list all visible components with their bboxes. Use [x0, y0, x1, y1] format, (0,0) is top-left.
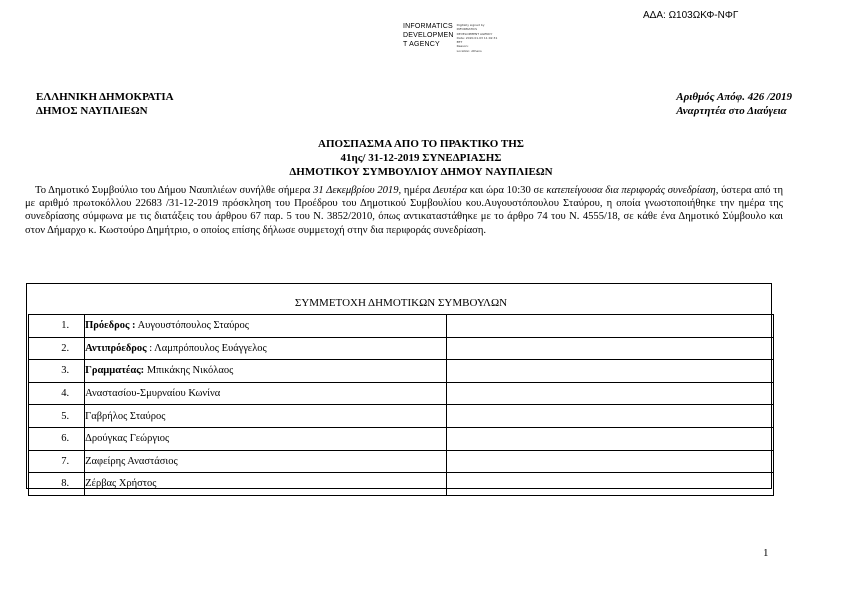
meeting-mode: κατεπείγουσα δια περιφοράς συνεδρίαση, — [546, 185, 719, 196]
decision-number: Αριθμός Απόφ. 426 /2019 — [676, 91, 792, 103]
table-row — [29, 473, 774, 496]
issuer-header — [36, 90, 174, 118]
member-number: 1. — [29, 315, 85, 338]
meeting-date: 31 Δεκεμβρίου 2019, — [313, 185, 402, 196]
member-signature-cell — [447, 337, 774, 360]
member-name: Γραμματέας: Μπικάκης Νικόλαος — [85, 360, 447, 383]
meeting-day: Δευτέρα — [433, 185, 468, 196]
member-number: 3. — [29, 360, 85, 383]
attendance-table-title: ΣΥΜΜΕΤΟΧΗ ΔΗΜΟΤΙΚΩΝ ΣΥΜΒΟΥΛΩΝ — [294, 297, 508, 309]
country-name: ΕΛΛΗΝΙΚΗ ΔΗΜΟΚΡΑΤΙΑ — [36, 91, 174, 103]
table-row — [29, 360, 774, 383]
member-signature-cell — [447, 473, 774, 496]
ada-code: ΑΔΑ: Ω103ΩΚΦ-ΝΦΓ — [643, 10, 739, 21]
decision-info — [676, 90, 792, 118]
table-row — [29, 427, 774, 450]
table-row — [29, 315, 774, 338]
municipality-name: ΔΗΜΟΣ ΝΑΥΠΛΙΕΩΝ — [36, 105, 148, 117]
member-name: Αντιπρόεδρος : Λαμπρόπουλος Ευάγγελος — [85, 337, 447, 360]
member-number: 6. — [29, 427, 85, 450]
table-row — [29, 450, 774, 473]
table-row — [29, 405, 774, 428]
member-signature-cell — [447, 382, 774, 405]
signature-org-name: INFORMATICS DEVELOPMEN T AGENCY — [403, 23, 454, 48]
document-title: ΑΠΟΣΠΑΣΜΑ ΑΠΟ ΤΟ ΠΡΑΚΤΙΚΟ ΤΗΣ 41ης/ 31-12-2019 ΣΥΝΕΔΡΙΑΣΗΣ ΔΗΜΟΤΙΚΟΥ ΣΥΜΒΟΥΛΙΟΥ ΔΗΜΟΥ ΝΑΥΠΛΙΕΩΝ — [289, 138, 553, 178]
member-name: Ζέρβας Χρήστος — [85, 473, 447, 496]
member-number: 5. — [29, 405, 85, 428]
intro-paragraph: Το Δημοτικό Συμβούλιο του Δήμου Ναυπλιέων συνήλθε σήμερα 31 Δεκεμβρίου 2019, ημέρα Δευτέρα και ώρα 10:30 σε κατεπείγουσα δια περιφοράς συνεδρίαση, ύστερα από τη με αριθμό πρωτοκόλλου 22683 /31-12-2019 πρόσκληση του Προέδρου του Δημοτικού Συμβουλίου κου.Αυγουστόπουλου Σταύρου, η οποία γνωστοποιήθηκε την ημέρα της συνεδρίασης σύμφωνα με τις διατάξεις του άρθρου 67 παρ. 5 του Ν. 3852/2010, όπως αντικαταστάθηκε με το άρθρο 74 του Ν. 4555/18, σε κάθε ένα Δημοτικό Σύμβουλο και στον Δήμαρχο κ. Κωστούρο Δημήτριο, ο οποίος επίσης δήλωσε συμμετοχή στην δια περιφοράς συνεδρίαση. — [25, 185, 783, 236]
member-signature-cell — [447, 427, 774, 450]
member-name: Δρούγκας Γεώργιος — [85, 427, 447, 450]
member-signature-cell — [447, 450, 774, 473]
signature-details: Digitally signed by INFORMATICS DEVELOPMENT AGENCY Date: 2020.01.03 11:02:31 EET Reason: Location: Athens — [456, 23, 498, 53]
page-number: 1 — [763, 547, 769, 559]
digital-signature-stamp — [403, 22, 497, 53]
member-name: Πρόεδρος : Αυγουστόπουλος Σταύρος — [85, 315, 447, 338]
member-number: 8. — [29, 473, 85, 496]
member-number: 7. — [29, 450, 85, 473]
table-row — [29, 337, 774, 360]
table-row — [29, 382, 774, 405]
publication-note: Αναρτητέα στο Διαύγεια — [676, 105, 787, 117]
member-number: 2. — [29, 337, 85, 360]
member-signature-cell — [447, 360, 774, 383]
member-number: 4. — [29, 382, 85, 405]
member-name: Γαβρήλος Σταύρος — [85, 405, 447, 428]
attendance-table — [28, 314, 774, 496]
member-name: Ζαφείρης Αναστάσιος — [85, 450, 447, 473]
member-signature-cell — [447, 405, 774, 428]
member-signature-cell — [447, 315, 774, 338]
member-name: Αναστασίου-Σμυρναίου Κωνίνα — [85, 382, 447, 405]
